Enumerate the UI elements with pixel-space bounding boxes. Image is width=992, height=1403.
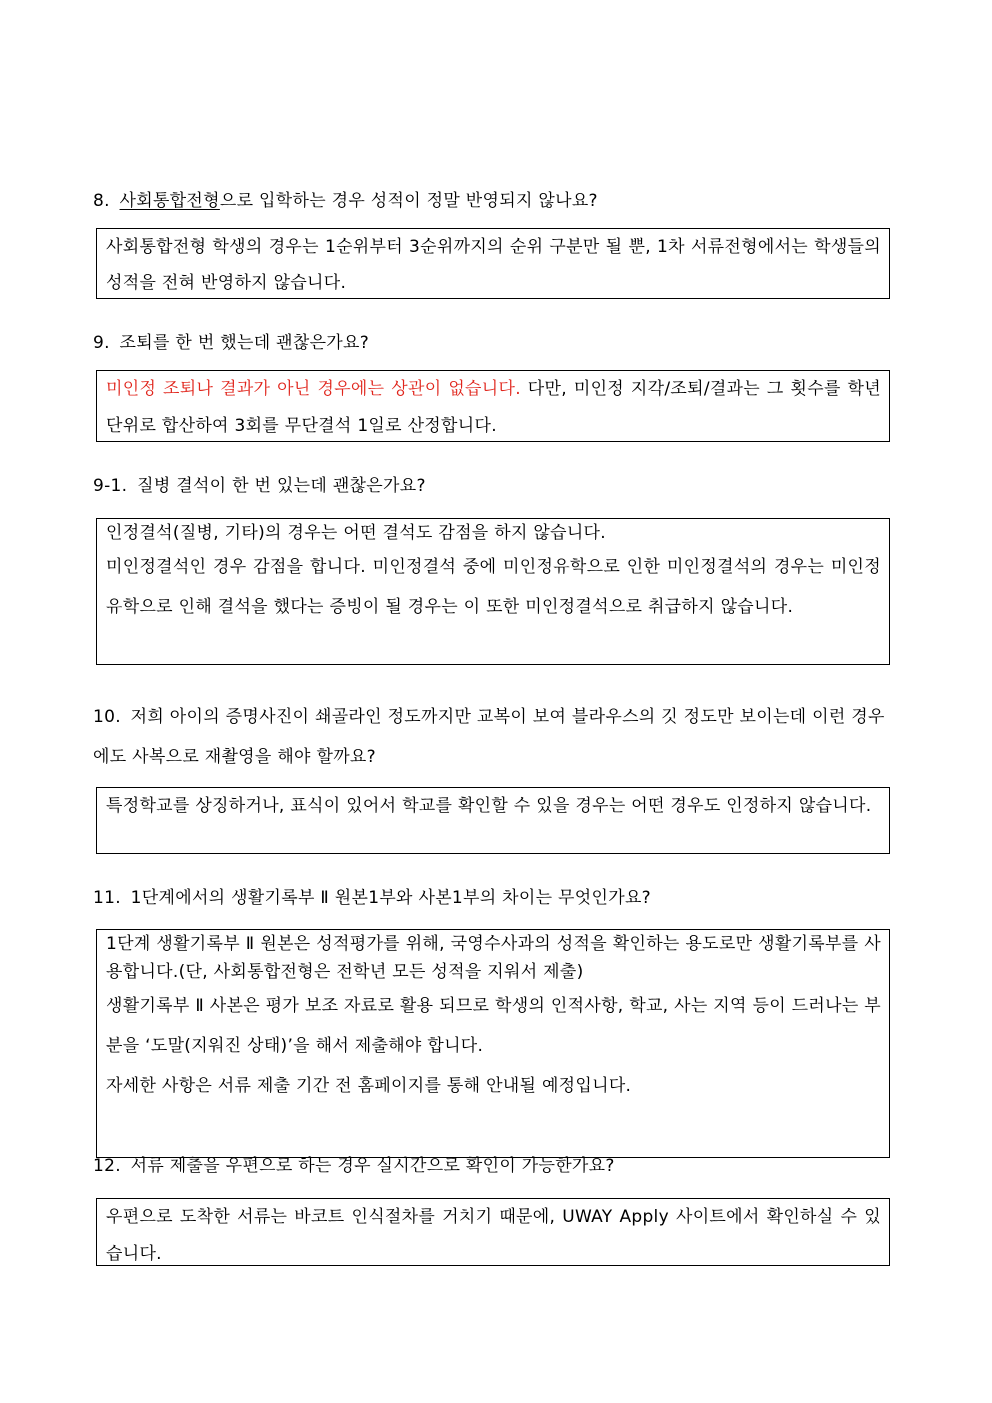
question-number: 9-1. [93, 476, 128, 496]
answer-paragraph-1: 인정결석(질병, 기타)의 경우는 어떤 결석도 감점을 하지 않습니다. [106, 523, 606, 543]
answer-text: 우편으로 도착한 서류는 바코트 인식절차를 거치기 때문에, UWAY Apply 사이트에서 확인하실 수 있습니다. [106, 1207, 881, 1264]
answer-text: 다만, 미인정 지각/조퇴/결과는 그 횟수를 학년 단위로 합산하여 3회를 무단결석 1일로 산정합니다. [106, 379, 882, 436]
question-12 [93, 1146, 899, 1186]
answer-paragraph-1: 1단계 생활기록부 Ⅱ 원본은 성적평가를 위해, 국영수사과의 성적을 확인하는 용도로만 생활기록부를 사용합니다.(단, 사회통합전형은 전학년 모든 성적을 지워서 제출) [106, 934, 881, 982]
answer-8-box [96, 228, 890, 299]
question-number: 9. [93, 333, 110, 353]
question-text: 질병 결석이 한 번 있는데 괜찮은가요? [137, 476, 426, 496]
question-10 [93, 697, 899, 777]
question-8 [93, 181, 899, 221]
answer-11-box [96, 929, 890, 1158]
answer-text: 사회통합전형 학생의 경우는 1순위부터 3순위까지의 순위 구분만 될 뿐, 1차 서류전형에서는 학생들의 성적을 전혀 반영하지 않습니다. [106, 237, 881, 293]
question-number: 12. [93, 1156, 121, 1176]
answer-paragraph-2: 생활기록부 Ⅱ 사본은 평가 보조 자료로 활용 되므로 학생의 인적사항, 학교, 사는 지역 등이 드러나는 부분을 ‘도말(지워진 상태)’을 해서 제출해야 합니다. [106, 996, 881, 1056]
question-text: 서류 제출을 우편으로 하는 경우 실시간으로 확인이 가능한가요? [130, 1156, 615, 1176]
answer-paragraph-2: 미인정결석인 경우 감점을 합니다. 미인정결석 중에 미인정유학으로 인한 미인정결석의 경우는 미인정유학으로 인해 결석을 했다는 증빙이 될 경우는 이 또한 미인정결석으로 취급하지 않습니다. [106, 557, 881, 617]
question-number: 10. [93, 707, 121, 727]
question-11 [93, 878, 899, 918]
answer-paragraph-3: 자세한 사항은 서류 제출 기간 전 홈페이지를 통해 안내될 예정입니다. [106, 1076, 632, 1096]
question-underlined-term: 사회통합전형 [119, 191, 220, 211]
answer-9-1-box [96, 518, 890, 665]
question-text: 으로 입학하는 경우 성적이 정말 반영되지 않나요? [219, 191, 598, 211]
question-9-1 [93, 466, 899, 506]
question-text: 저희 아이의 증명사진이 쇄골라인 정도까지만 교복이 보여 블라우스의 깃 정도만 보이는데 이런 경우에도 사복으로 재촬영을 해야 할까요? [93, 707, 885, 767]
question-text: 조퇴를 한 번 했는데 괜찮은가요? [119, 333, 370, 353]
answer-12-box [96, 1198, 890, 1266]
answer-10-box [96, 787, 890, 854]
answer-text: 특정학교를 상징하거나, 표식이 있어서 학교를 확인할 수 있을 경우는 어떤 경우도 인정하지 않습니다. [106, 796, 872, 816]
question-9 [93, 323, 899, 363]
question-text: 1단계에서의 생활기록부 Ⅱ 원본1부와 사본1부의 차이는 무엇인가요? [130, 888, 651, 908]
question-number: 8. [93, 191, 110, 211]
answer-highlight-text: 미인정 조퇴나 결과가 아닌 경우에는 상관이 없습니다. [106, 379, 521, 399]
answer-9-box [96, 370, 890, 442]
question-number: 11. [93, 888, 121, 908]
